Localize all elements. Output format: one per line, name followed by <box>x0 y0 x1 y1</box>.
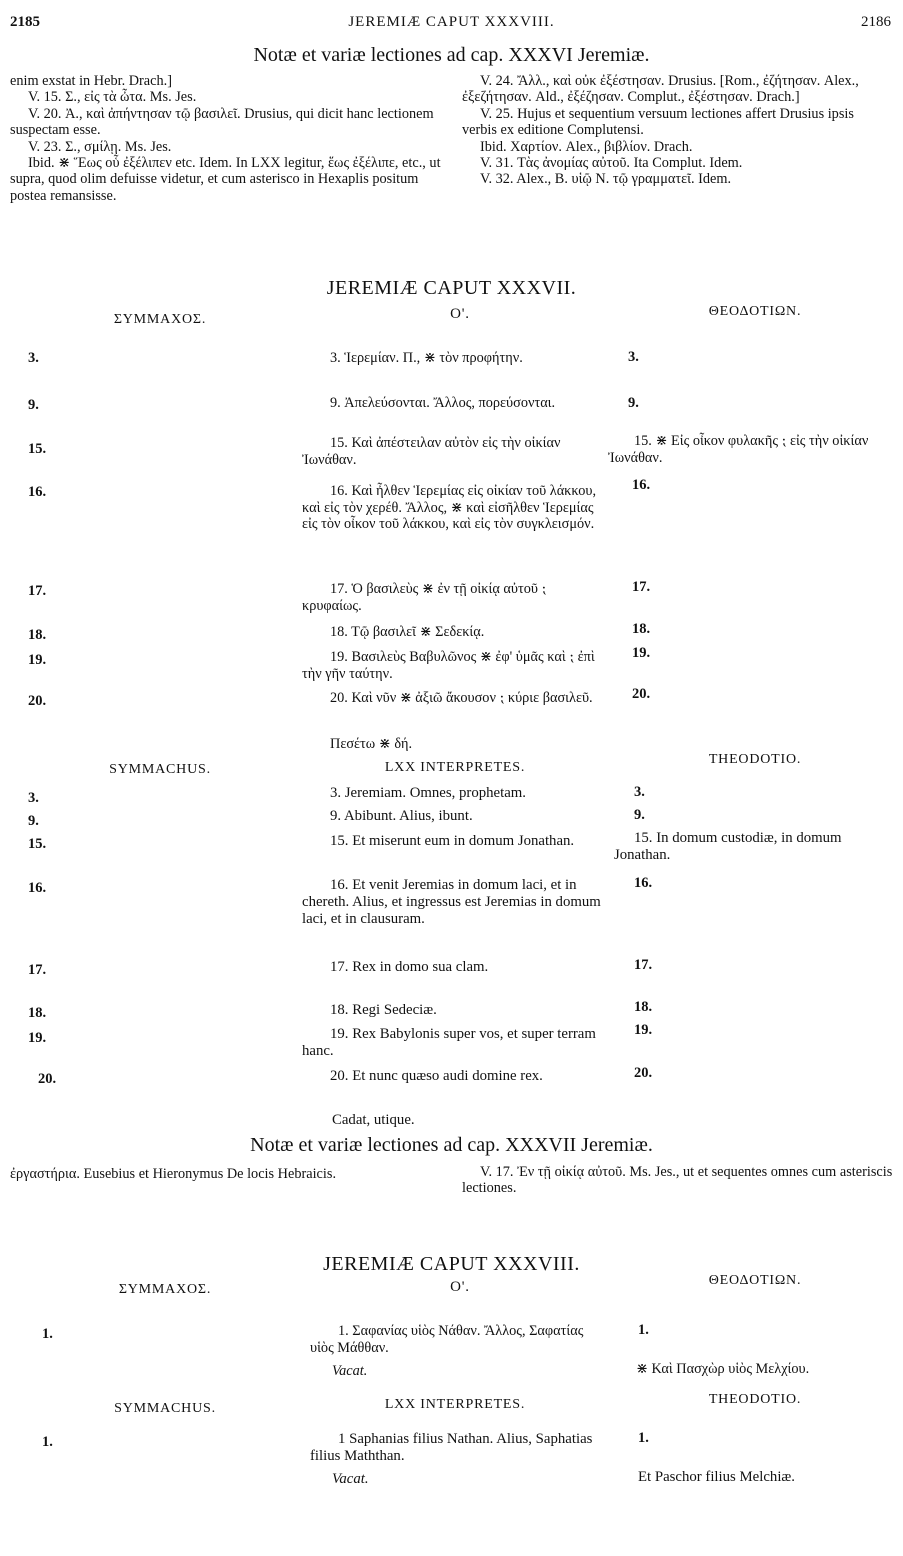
note-line: Ibid. Χαρτίον. Alex., βιβλίον. Drach. <box>480 138 693 155</box>
lxx-verse: 3. Ἱερεμίαν. Π., ⋇ τὸν προφήτην. <box>330 350 523 366</box>
theodotion-verse: 15. ⋇ Εἰς οἶκον φυλακῆς ⁏ εἰς τὴν οἰκίαν Ἰωνάθαν. <box>608 433 869 466</box>
lxx-verse: 17. Rex in domo sua clam. <box>330 959 489 975</box>
note-line: V. 17. Ἐν τῇ οἰκίᾳ αὐτοῦ. Ms. Jes., ut et sequentes omnes cum asteriscis lectiones. <box>462 1164 893 1197</box>
symmachus-verse: 18. <box>28 1005 47 1021</box>
theodotion-verse: 3. <box>628 349 639 365</box>
lxx-verse: 20. Et nunc quæso audi domine rex. <box>330 1068 543 1084</box>
lxx-tail: Cadat, utique. <box>332 1112 415 1128</box>
note-line: Ibid. ⋇ Ἕως οὗ ἐξέλιπεν etc. Idem. In LXX legitur, ἕως ἐξέλιπε, etc., ut supra, quod olim defuisse videtur, et cum asterisco in Hexaplis positum postea remansisse. <box>10 155 441 204</box>
lxx-verse: 9. Abibunt. Alius, ibunt. <box>330 808 473 824</box>
symmachus-verse: 20. <box>28 693 47 709</box>
theodotion-verse: 18. <box>634 999 653 1015</box>
theodotion-verse: 19. <box>634 1022 653 1038</box>
note-line: V. 25. Hujus et sequentium versuum lectiones affert Drusius ipsis verbis ex editione Complutensi. <box>462 105 854 139</box>
lxx-verse: 18. Regi Sedeciæ. <box>330 1002 437 1018</box>
symmachus-verse: 18. <box>28 627 47 643</box>
lxx-verse: 9. Ἀπελεύσονται. Ἄλλος, πορεύσονται. <box>330 395 556 411</box>
page-number-right: 2186 <box>861 14 891 30</box>
theodotion-verse: 1. <box>638 1322 649 1338</box>
lxx-verse: 15. Et miserunt eum in domum Jonathan. <box>330 833 575 849</box>
theodotion-verse: 1. <box>638 1430 649 1446</box>
notes-37-left-column <box>10 1166 450 1182</box>
symmachus-verse: 15. <box>28 441 47 457</box>
chapter-38-title: JEREMIÆ CAPUT XXXVIII. <box>323 1253 580 1275</box>
note-line: V. 20. Ἀ., καὶ ἀπήντησαν τῷ βασιλεῖ. Drusius, qui dicit hanc lectionem suspectam esse. <box>10 105 434 139</box>
lxx-verse: 3. Jeremiam. Omnes, prophetam. <box>330 785 527 801</box>
greek-theodotion-heading: ΘΕΟΔΟΤΙΩΝ. <box>708 304 802 319</box>
page-number-left: 2185 <box>10 14 40 30</box>
theodotion-verse: 16. <box>632 477 651 493</box>
symmachus-verse: 9. <box>28 813 39 829</box>
symmachus-verse: 16. <box>28 484 47 500</box>
notes-37-title: Notæ et variæ lectiones ad cap. XXXVII Jeremiæ. <box>250 1134 653 1156</box>
lxx-verse: 1 Saphanias filius Nathan. Alius, Saphatias filius Maththan. <box>310 1431 593 1464</box>
lxx-verse: 1. Σαφανίας υἱὸς Νάθαν. Ἄλλος, Σαφατίας υἱὸς Μάθθαν. <box>310 1323 584 1356</box>
symmachus-verse: 1. <box>42 1326 53 1342</box>
note-line: ἐργαστήρια. Eusebius et Hieronymus De locis Hebraicis. <box>10 1166 337 1182</box>
note-line: enim exstat in Hebr. Drach.] <box>10 73 172 89</box>
symmachus-verse: 3. <box>28 790 39 806</box>
theodotion-verse: 17. <box>634 957 653 973</box>
symmachus-verse: 19. <box>28 1030 47 1046</box>
notes-36-title: Notæ et variæ lectiones ad cap. XXXVI Jeremiæ. <box>253 44 650 66</box>
symmachus-verse: 15. <box>28 836 47 852</box>
theodotion-verse: 18. <box>632 621 651 637</box>
latin-theodotion-heading: THEODOTIO. <box>708 1392 802 1407</box>
lxx-verse: 16. Et venit Jeremias in domum laci, et in chereth. Alius, et ingressus est Jeremias in domum laci, et in clausuram. <box>302 877 601 927</box>
chapter-37-title: JEREMIÆ CAPUT XXXVII. <box>326 277 577 299</box>
theodotion-verse: 20. <box>632 686 651 702</box>
running-title: JEREMIÆ CAPUT XXXVIII. <box>348 14 555 30</box>
theodotion-verse: 9. <box>634 807 645 823</box>
theodotion-verse: 15. In domum custodiæ, in domum Jonathan. <box>614 830 842 863</box>
lxx-tail: Πεσέτω ⋇ δή. <box>330 736 413 752</box>
symmachus-verse: 19. <box>28 652 47 668</box>
lxx-verse: 19. Rex Babylonis super vos, et super terram hanc. <box>302 1026 596 1059</box>
theodotion-verse: 17. <box>632 579 651 595</box>
latin-lxx-heading: LXX INTERPRETES. <box>384 760 526 775</box>
symmachus-verse: 17. <box>28 583 47 599</box>
theodotion-addition: ⋇ Καὶ Πασχὼρ υἱὸς Μελχίου. <box>636 1361 810 1377</box>
note-line: V. 24. Ἄλλ., καὶ οὐκ ἐξέστησαν. Drusius. [Rom., ἐζήτησαν. Alex., ἐξεζήτησαν. Ald., ἐξέζησαν. Complut., ἐξέστησαν. Drach.] <box>462 73 859 106</box>
greek-symmachus-heading: ΣΥΜΜΑΧΟΣ. <box>113 312 207 327</box>
notes-36-right-column <box>462 73 892 188</box>
notes-36-left-column <box>10 73 442 204</box>
greek-lxx-heading: Ο'. <box>450 1279 470 1295</box>
note-line: V. 15. Σ., εἰς τὰ ὦτα. Ms. Jes. <box>28 89 197 106</box>
greek-theodotion-heading: ΘΕΟΔΟΤΙΩΝ. <box>708 1273 802 1288</box>
latin-lxx-heading: LXX INTERPRETES. <box>384 1397 526 1412</box>
symmachus-verse: 1. <box>42 1434 53 1450</box>
symmachus-verse: 20. <box>38 1071 57 1087</box>
symmachus-verse: 9. <box>28 397 39 413</box>
lxx-vacat: Vacat. <box>332 1363 368 1379</box>
note-line: V. 32. Alex., B. υἱῷ N. τῷ γραμματεῖ. Idem. <box>480 171 732 188</box>
lxx-verse: 19. Βασιλεὺς Βαβυλῶνος ⋇ ἐφ' ὑμᾶς καὶ ⁏ ἐπὶ τὴν γῆν ταύτην. <box>302 649 595 682</box>
lxx-verse: 17. Ὁ βασιλεὺς ⋇ ἐν τῇ οἰκίᾳ αὐτοῦ ⁏ κρυφαίως. <box>302 581 547 614</box>
symmachus-verse: 16. <box>28 880 47 896</box>
symmachus-verse: 3. <box>28 350 39 366</box>
theodotion-addition: Et Paschor filius Melchiæ. <box>638 1469 795 1485</box>
theodotion-verse: 16. <box>634 875 653 891</box>
theodotion-verse: 19. <box>632 645 651 661</box>
lxx-verse: 20. Καὶ νῦν ⋇ ἀξιῶ ἄκουσον ⁏ κύριε βασιλεῦ. <box>330 690 593 706</box>
latin-theodotion-heading: THEODOTIO. <box>708 752 802 767</box>
theodotion-verse: 3. <box>634 784 645 800</box>
notes-37-right-column <box>462 1164 894 1197</box>
lxx-verse: 15. Καὶ ἀπέστειλαν αὐτὸν εἰς τὴν οἰκίαν Ἰωνάθαν. <box>302 435 561 468</box>
greek-lxx-heading: Ο'. <box>450 306 470 322</box>
greek-symmachus-heading: ΣΥΜΜΑΧΟΣ. <box>118 1282 212 1297</box>
lxx-verse: 16. Καὶ ἦλθεν Ἱερεμίας εἰς οἰκίαν τοῦ λάκκου, καὶ εἰς τὸν χερέθ. Ἄλλος, ⋇ καὶ εἰσῆλθεν Ἱερεμίας εἰς τὸν οἶκον τοῦ λάκκου, καὶ εἰς τὸν συγκλεισμόν. <box>302 483 597 533</box>
latin-symmachus-heading: SYMMACHUS. <box>114 1401 216 1416</box>
lxx-vacat: Vacat. <box>332 1471 369 1487</box>
lxx-verse: 18. Τῷ βασιλεῖ ⋇ Σεδεκίᾳ. <box>330 624 485 640</box>
note-line: V. 23. Σ., σμίλῃ. Ms. Jes. <box>28 138 172 155</box>
theodotion-verse: 20. <box>634 1065 653 1081</box>
symmachus-verse: 17. <box>28 962 47 978</box>
latin-symmachus-heading: SYMMACHUS. <box>109 762 211 777</box>
theodotion-verse: 9. <box>628 395 639 411</box>
note-line: V. 31. Τὰς ἀνομίας αὐτοῦ. Ita Complut. Idem. <box>480 155 743 172</box>
